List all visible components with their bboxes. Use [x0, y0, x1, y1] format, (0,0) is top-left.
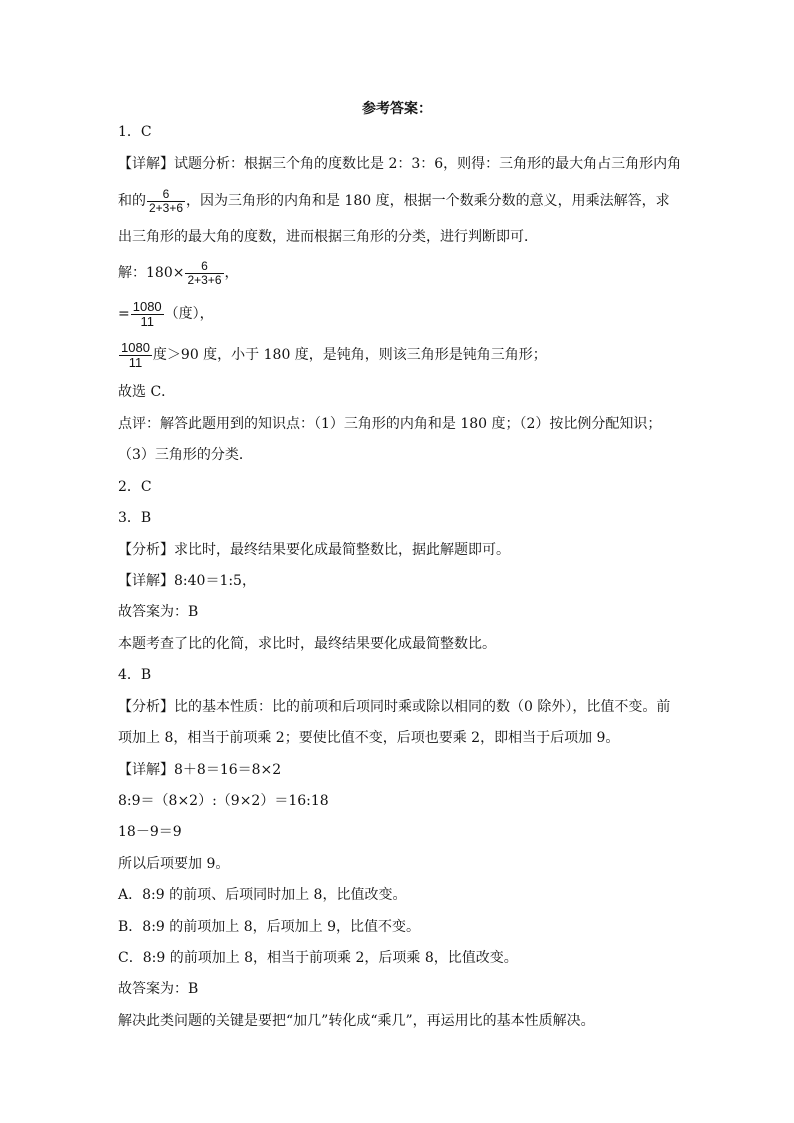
fraction-numerator: 1080: [132, 298, 162, 314]
q1-comment-line-1: 点评：解答此题用到的知识点：（1）三角形的内角和是 180 度；（2）按比例分配知识；: [118, 416, 662, 432]
q4-detail-line-2: 8:9＝（8×2）:（9×2）＝16:18: [118, 793, 329, 809]
q4-analysis-line-2: 项加上 8，相当于前项乘 2；要使比值不变，后项也要乘 2，即相当于后项加 9。: [118, 730, 620, 746]
q3-detail: 【详解】8:40＝1:5，: [118, 573, 256, 589]
q1-solution-fraction: [185, 260, 223, 287]
fraction-numerator: 1080: [121, 339, 150, 355]
q3-summary: 本题考查了比的化简，求比时，最终结果要化成最简整数比。: [118, 636, 496, 652]
fraction-numerator: 6: [201, 258, 208, 273]
q1-compare-fraction: [119, 341, 152, 370]
q4-option-c: C．8:9 的前项加上 8，相当于前项乘 2，后项乘 8，比值改变。: [118, 950, 518, 966]
q1-answer: 1．C: [118, 124, 152, 140]
q2-answer: 2．C: [118, 479, 152, 495]
q1-equation-line: [118, 297, 678, 331]
q1-equation-post: （度），: [164, 306, 214, 322]
q3-answer: 3．B: [118, 510, 152, 526]
q1-equation-fraction: [131, 300, 164, 329]
q1-comment-line-2: （3）三角形的分类．: [118, 447, 253, 463]
q4-option-a: A．8:9 的前项、后项同时加上 8，比值改变。: [118, 887, 407, 903]
q4-detail-line-4: 所以后项要加 9。: [118, 856, 230, 872]
q4-summary: 解决此类问题的关键是要把“加几”转化成“乘几”，再运用比的基本性质解决。: [118, 1013, 595, 1029]
q1-solution-post: ，: [224, 265, 239, 281]
q3-analysis: 【分析】求比时，最终结果要化成最简整数比，据此解题即可。: [118, 542, 510, 558]
q1-detail-line-2-post: ，因为三角形的内角和是 180 度，根据一个数乘分数的意义，用乘法解答，求: [186, 193, 670, 209]
q1-equation-pre: =: [118, 306, 130, 322]
q4-final: 故答案为：B: [118, 981, 199, 997]
q1-solution-line: [118, 256, 678, 290]
q4-answer: 4．B: [118, 667, 152, 683]
q1-fraction: [147, 188, 185, 215]
q4-analysis-line-1: 【分析】比的基本性质：比的前项和后项同时乘或除以相同的数（0 除外），比值不变。前: [118, 699, 671, 715]
q4-detail-line-1: 【详解】8＋8＝16＝8×2: [118, 762, 282, 778]
fraction-denominator: 2+3+6: [187, 272, 222, 287]
q1-compare-post: 度＞90 度，小于 180 度，是钝角，则该三角形是钝角三角形；: [152, 347, 547, 363]
q1-detail-line-2-pre: 和的: [118, 193, 146, 209]
page-title: 参考答案：: [362, 101, 432, 117]
fraction-denominator: 11: [128, 354, 143, 370]
q1-choose: 故选 C．: [118, 384, 176, 400]
q1-detail-line-2: [118, 184, 678, 218]
q1-detail-line-3: 出三角形的最大角的度数，进而根据三角形的分类，进行判断即可．: [118, 229, 538, 245]
q4-detail-line-3: 18－9＝9: [118, 824, 182, 840]
fraction-denominator: 2+3+6: [149, 200, 184, 215]
fraction-denominator: 11: [140, 313, 154, 329]
q4-option-b: B．8:9 的前项加上 8，后项加上 9，比值不变。: [118, 919, 420, 935]
q3-final: 故答案为：B: [118, 604, 199, 620]
q1-solution-pre: 解：180×: [118, 265, 185, 281]
fraction-numerator: 6: [162, 186, 170, 201]
q1-detail-line-1: 【详解】试题分析：根据三个角的度数比是 2：3：6，则得：三角形的最大角占三角形内角: [118, 156, 682, 172]
q1-compare-line: [118, 338, 678, 372]
